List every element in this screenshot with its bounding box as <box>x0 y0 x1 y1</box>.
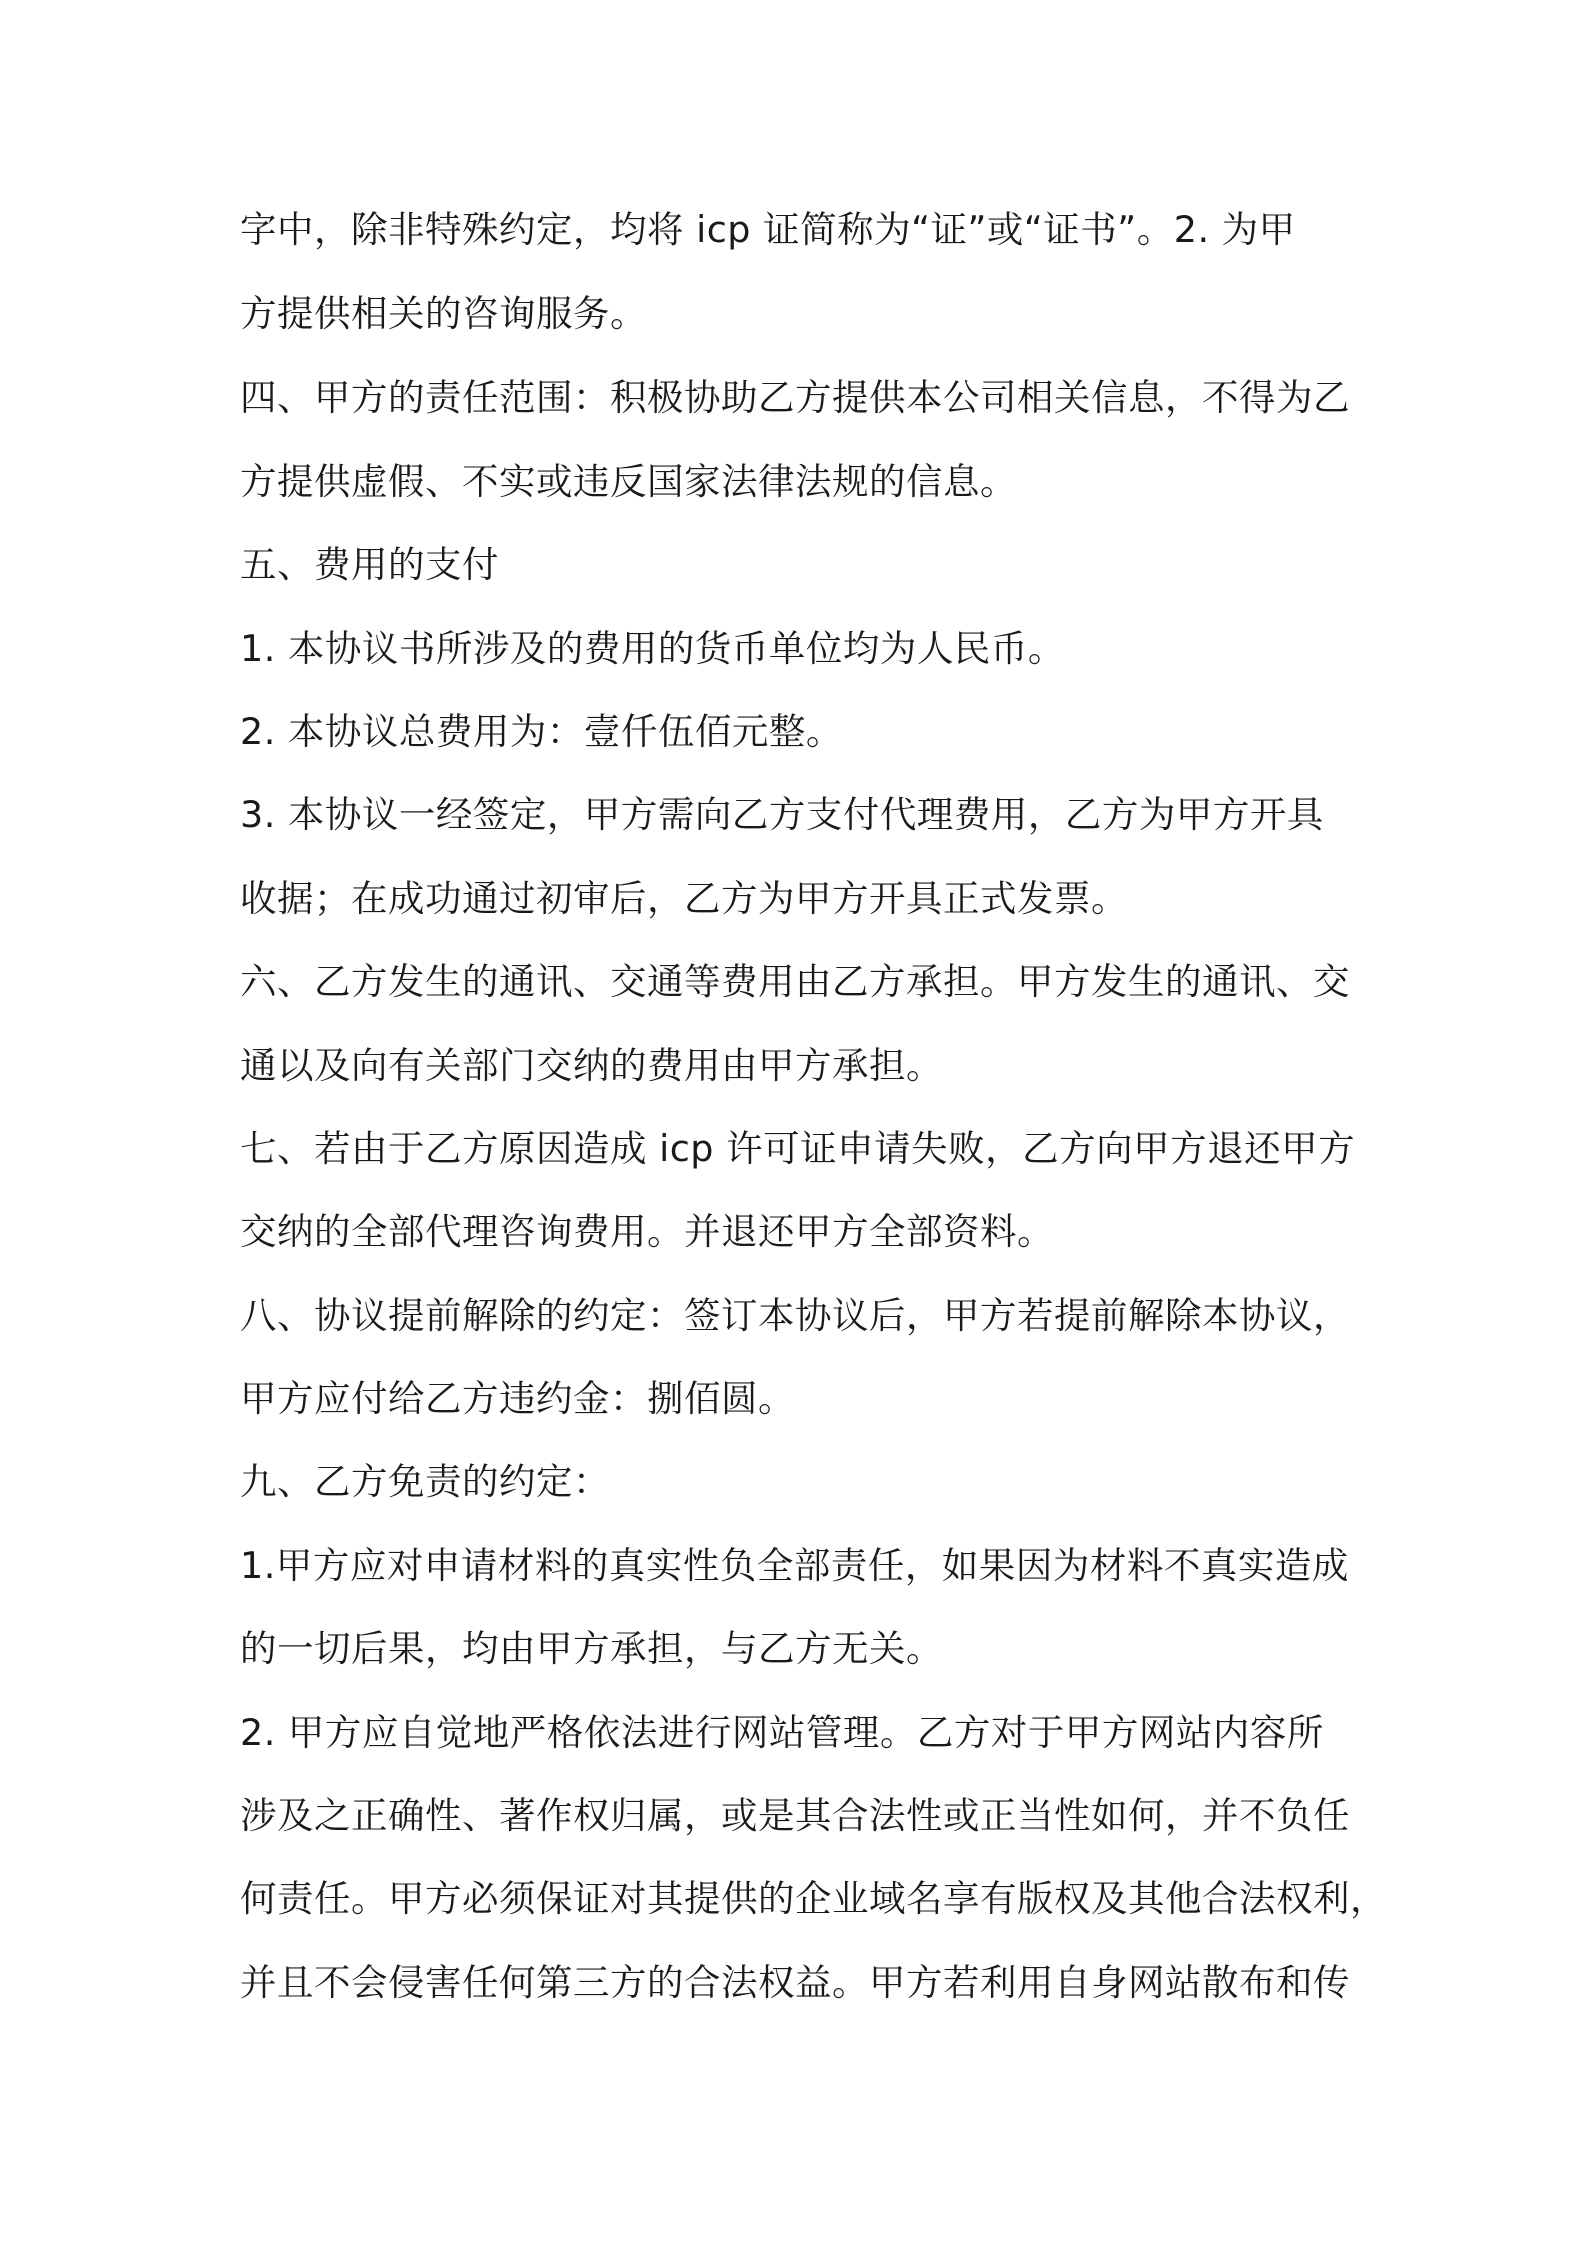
text-line: 六、乙方发生的通讯、交通等费用由乙方承担。甲方发生的通讯、交 <box>240 960 1350 1003</box>
text-line: 八、协议提前解除的约定：签订本协议后，甲方若提前解除本协议， <box>240 1294 1350 1337</box>
text-line: 四、甲方的责任范围：积极协助乙方提供本公司相关信息，不得为乙 <box>240 376 1350 419</box>
text-line: 2. 本协议总费用为：壹仟伍佰元整。 <box>240 710 843 753</box>
text-line: 1. 本协议书所涉及的费用的货币单位均为人民币。 <box>240 627 1065 670</box>
text-line: 3. 本协议一经签定，甲方需向乙方支付代理费用，乙方为甲方开具 <box>240 793 1324 836</box>
text-line: 字中，除非特殊约定，均将 icp 证简称为“证”或“证书”。2. 为甲 <box>240 208 1296 251</box>
text-line: 方提供虚假、不实或违反国家法律法规的信息。 <box>240 460 1017 503</box>
text-line: 甲方应付给乙方违约金：捌佰圆。 <box>240 1377 795 1420</box>
text-line: 并且不会侵害任何第三方的合法权益。甲方若利用自身网站散布和传 <box>240 1961 1350 2004</box>
text-line: 的一切后果，均由甲方承担，与乙方无关。 <box>240 1627 943 1670</box>
text-line: 涉及之正确性、著作权归属，或是其合法性或正当性如何，并不负任 <box>240 1794 1350 1837</box>
text-line: 2. 甲方应自觉地严格依法进行网站管理。乙方对于甲方网站内容所 <box>240 1711 1324 1754</box>
text-line: 何责任。甲方必须保证对其提供的企业域名享有版权及其他合法权利， <box>240 1877 1387 1920</box>
section-heading: 九、乙方免责的约定： <box>240 1460 610 1503</box>
text-line: 通以及向有关部门交纳的费用由甲方承担。 <box>240 1044 943 1087</box>
section-heading: 五、费用的支付 <box>240 543 499 586</box>
text-line: 收据；在成功通过初审后，乙方为甲方开具正式发票。 <box>240 877 1128 920</box>
text-line: 交纳的全部代理咨询费用。并退还甲方全部资料。 <box>240 1210 1054 1253</box>
text-line: 七、若由于乙方原因造成 icp 许可证申请失败，乙方向甲方退还甲方 <box>240 1127 1356 1170</box>
text-line: 方提供相关的咨询服务。 <box>240 292 647 335</box>
text-line: 1.甲方应对申请材料的真实性负全部责任，如果因为材料不真实造成 <box>240 1544 1349 1587</box>
